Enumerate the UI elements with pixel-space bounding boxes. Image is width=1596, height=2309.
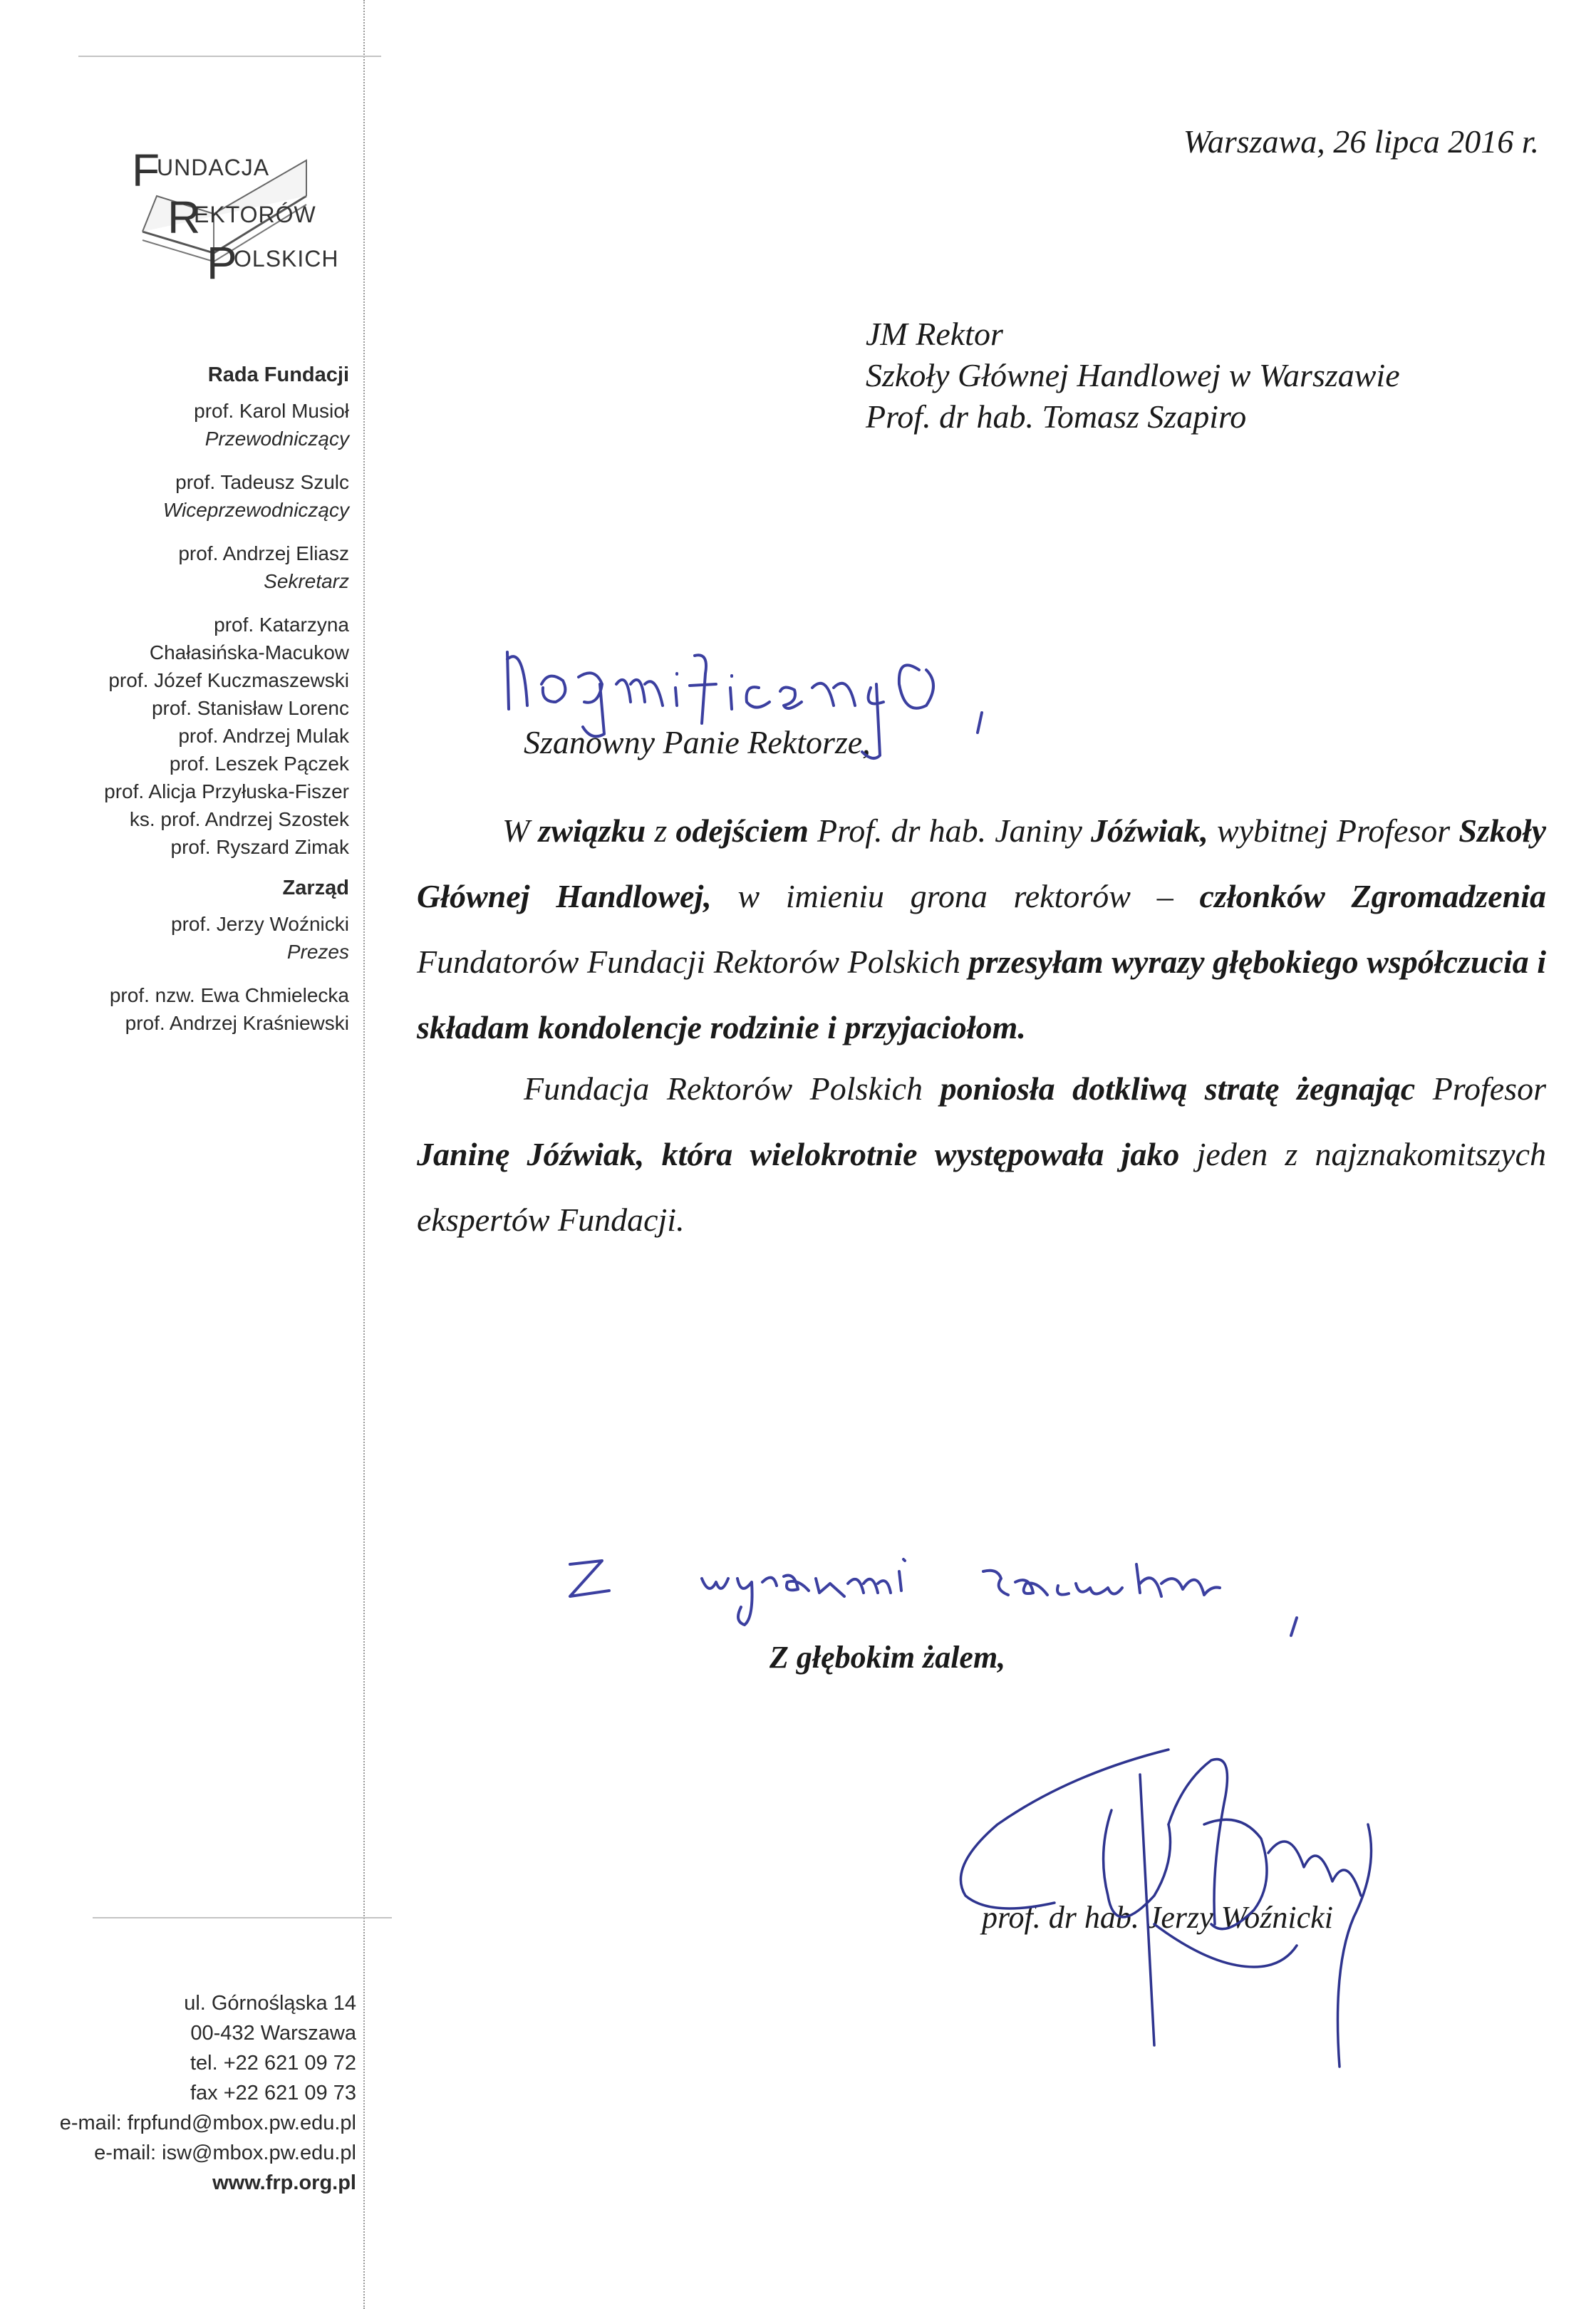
address-street: ul. Górnośląska 14 [184,1992,356,2015]
addressee-block [866,314,1400,438]
council-chair-name: prof. Karol Musioł [194,400,349,422]
foundation-address [50,1988,356,2198]
paragraph-tribute [417,1056,1546,1253]
handwritten-closing [570,1559,1297,1636]
address-email: e-mail: frpfund@mbox.pw.edu.pl [59,2112,356,2134]
addressee-line: JM Rektor [866,316,1003,352]
address-fax: fax +22 621 09 73 [190,2082,356,2104]
letter-date: Warszawa, 26 lipca 2016 r. [1183,123,1539,160]
text-run: jeden z najznakomitszych ekspertów Fundacji. [417,1136,1546,1238]
text-run: W [502,812,539,849]
board-president-name: prof. Jerzy Woźnicki [171,913,349,935]
board-heading: Zarząd [282,877,349,899]
council-member: prof. Stanisław Lorenc [151,697,349,719]
address-email: e-mail: isw@mbox.pw.edu.pl [94,2142,356,2164]
addressee-line: Prof. dr hab. Tomasz Szapiro [866,398,1247,435]
logo-line-2: EKTORÓW [194,202,316,227]
signer-name: prof. dr hab. Jerzy Woźnicki [982,1900,1333,1935]
council-secretary-name: prof. Andrzej Eliasz [178,542,349,564]
text-run: z [646,812,676,849]
logo-letter-p: P [207,237,237,289]
text-run: Jóźwiak, [1090,812,1208,849]
logo-line-3: OLSKICH [234,246,339,272]
sidebar-divider [363,0,365,2309]
text-run: wybitnej Profesor [1208,812,1459,849]
address-website: www.frp.org.pl [212,2171,356,2194]
council-member: prof. Leszek Pączek [169,753,349,775]
board-president-role: Prezes [286,941,349,963]
foundation-council [64,363,349,1037]
council-member: Chałasińska-Macukow [149,641,349,663]
sidebar-bottom-rule [93,1917,392,1918]
council-member: prof. Katarzyna [214,614,349,636]
board-member: prof. nzw. Ewa Chmielecka [109,984,349,1006]
council-vice-name: prof. Tadeusz Szulc [175,471,349,493]
closing: Z głębokim żalem, [770,1640,1006,1675]
council-secretary-role: Sekretarz [264,570,349,592]
council-member: prof. Andrzej Mulak [178,725,349,747]
council-member: prof. Ryszard Zimak [170,836,349,858]
text-run: poniosła dotkliwą stratę żegnając [940,1070,1416,1107]
sidebar-top-rule [78,56,381,57]
salutation: Szanowny Panie Rektorze, [524,724,871,760]
text-run: przesyłam wyrazy głębokiego [968,944,1359,980]
logo-line-1: UNDACJA [157,155,270,180]
text-run: Janinę Jóźwiak, która wielokrotnie występowała jako [417,1136,1180,1172]
address-phone: tel. +22 621 09 72 [190,2052,356,2075]
addressee-line: Szkoły Głównej Handlowej w Warszawie [866,357,1400,393]
text-run: w imieniu grona rektorów – [711,878,1200,914]
text-run: odejściem [675,812,809,849]
council-heading: Rada Fundacji [207,363,349,386]
text-run: Fundatorów Fundacji Rektorów Polskich [417,944,969,980]
text-run: Prof. dr hab. Janiny [808,812,1091,849]
council-member: prof. Józef Kuczmaszewski [108,669,349,691]
text-run: Profesor [1415,1070,1546,1107]
foundation-logo [128,145,339,289]
paragraph-condolence [417,798,1546,1060]
text-run: współczucia i składam kondolencje rodzinie i przyjaciołom. [417,944,1547,1045]
text-run: członków Zgromadzenia [1199,878,1547,914]
address-city: 00-432 Warszawa [190,2022,356,2045]
text-run: Fundacja Rektorów Polskich [524,1070,940,1107]
council-member: ks. prof. Andrzej Szostek [129,808,349,830]
text-run: Szkoły Głównej Handlowej, [417,812,1546,914]
logo-letter-f: F [132,145,160,196]
council-chair-role: Przewodniczący [204,428,349,450]
council-member: prof. Alicja Przyłuska-Fiszer [104,780,349,802]
board-member: prof. Andrzej Kraśniewski [125,1012,349,1034]
council-vice-role: Wiceprzewodniczący [162,499,349,521]
text-run [1359,944,1367,980]
text-run: związku [538,812,646,849]
logo-letter-r: R [167,192,201,243]
